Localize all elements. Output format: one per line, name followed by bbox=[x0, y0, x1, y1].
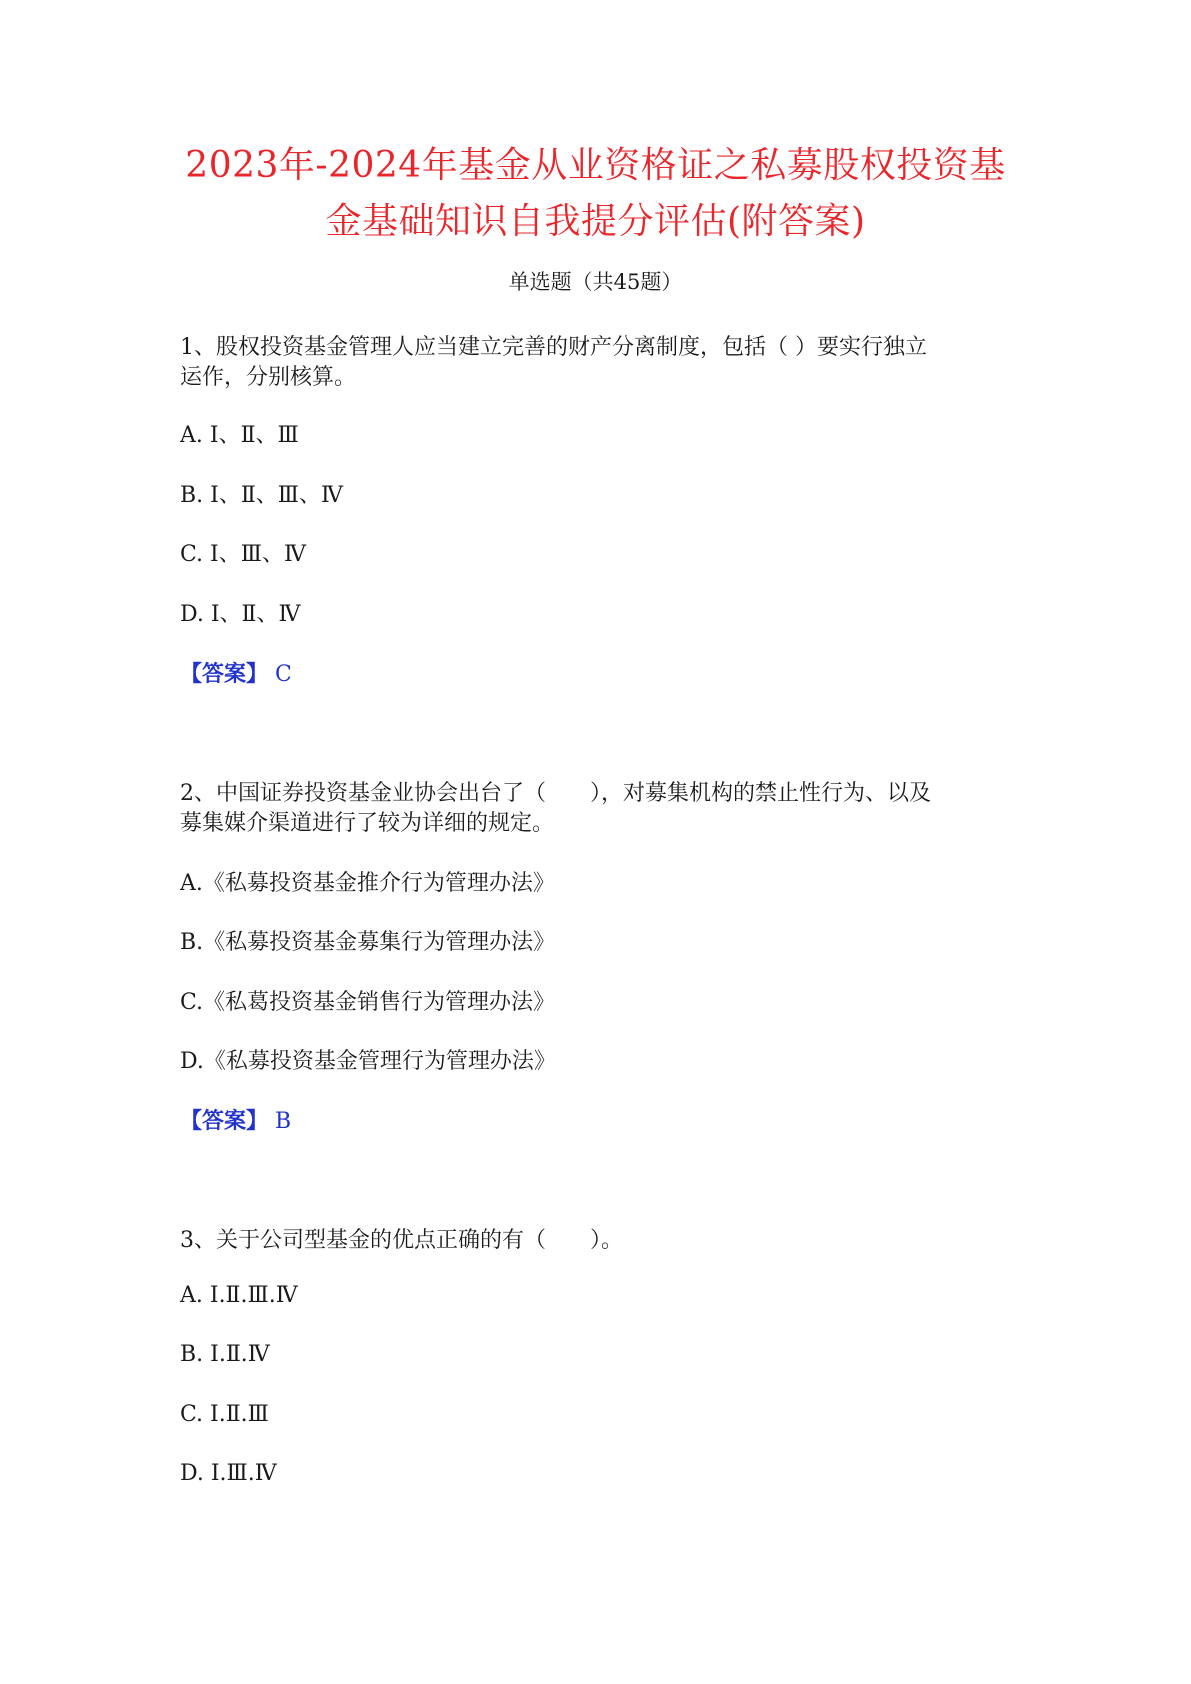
answer-value: B bbox=[275, 1109, 292, 1134]
question-3-option-b: B. Ⅰ.Ⅱ.Ⅳ bbox=[180, 1342, 270, 1367]
question-3-option-d: D. Ⅰ.Ⅲ.Ⅳ bbox=[180, 1461, 277, 1486]
question-2-text-line-2: 募集媒介渠道进行了较为详细的规定。 bbox=[180, 811, 555, 836]
question-3-option-a: A. Ⅰ.Ⅱ.Ⅲ.Ⅳ bbox=[180, 1283, 298, 1308]
title-line-2: 金基础知识自我提分评估(附答案) bbox=[325, 201, 866, 242]
answer-label: 【答案】 bbox=[180, 1108, 269, 1134]
question-1-text-line-1: 1、股权投资基金管理人应当建立完善的财产分离制度，包括（ ）要实行独立 bbox=[180, 335, 927, 360]
question-2-answer bbox=[180, 1104, 291, 1135]
section-header: 单选题（共45题） bbox=[508, 270, 683, 294]
question-1-option-c: C. Ⅰ、Ⅲ、Ⅳ bbox=[180, 542, 306, 567]
answer-value: C bbox=[275, 662, 292, 687]
question-2-text-line-1: 2、中国证券投资基金业协会出台了（ ），对募集机构的禁止性行为、以及 bbox=[180, 781, 931, 806]
question-3-option-c: C. Ⅰ.Ⅱ.Ⅲ bbox=[180, 1402, 269, 1427]
question-1-option-a: A. Ⅰ、Ⅱ、Ⅲ bbox=[180, 423, 299, 448]
question-2-option-a: A.《私募投资基金推介行为管理办法》 bbox=[180, 871, 555, 896]
question-1-answer bbox=[180, 657, 292, 688]
question-2-option-c: C.《私葛投资基金销售行为管理办法》 bbox=[180, 990, 556, 1015]
document-title bbox=[0, 138, 1191, 250]
title-line-1: 2023年-2024年基金从业资格证之私募股权投资基 bbox=[185, 145, 1006, 186]
question-1-text-line-2: 运作，分别核算。 bbox=[180, 365, 357, 390]
question-2-option-b: B.《私募投资基金募集行为管理办法》 bbox=[180, 930, 556, 955]
question-1-option-d: D. Ⅰ、Ⅱ、Ⅳ bbox=[180, 602, 301, 627]
answer-label: 【答案】 bbox=[180, 661, 269, 687]
question-1-option-b: B. Ⅰ、Ⅱ、Ⅲ、Ⅳ bbox=[180, 483, 343, 508]
question-3-text-line-1: 3、关于公司型基金的优点正确的有（ ）。 bbox=[180, 1228, 623, 1253]
question-2-option-d: D.《私募投资基金管理行为管理办法》 bbox=[180, 1049, 556, 1074]
